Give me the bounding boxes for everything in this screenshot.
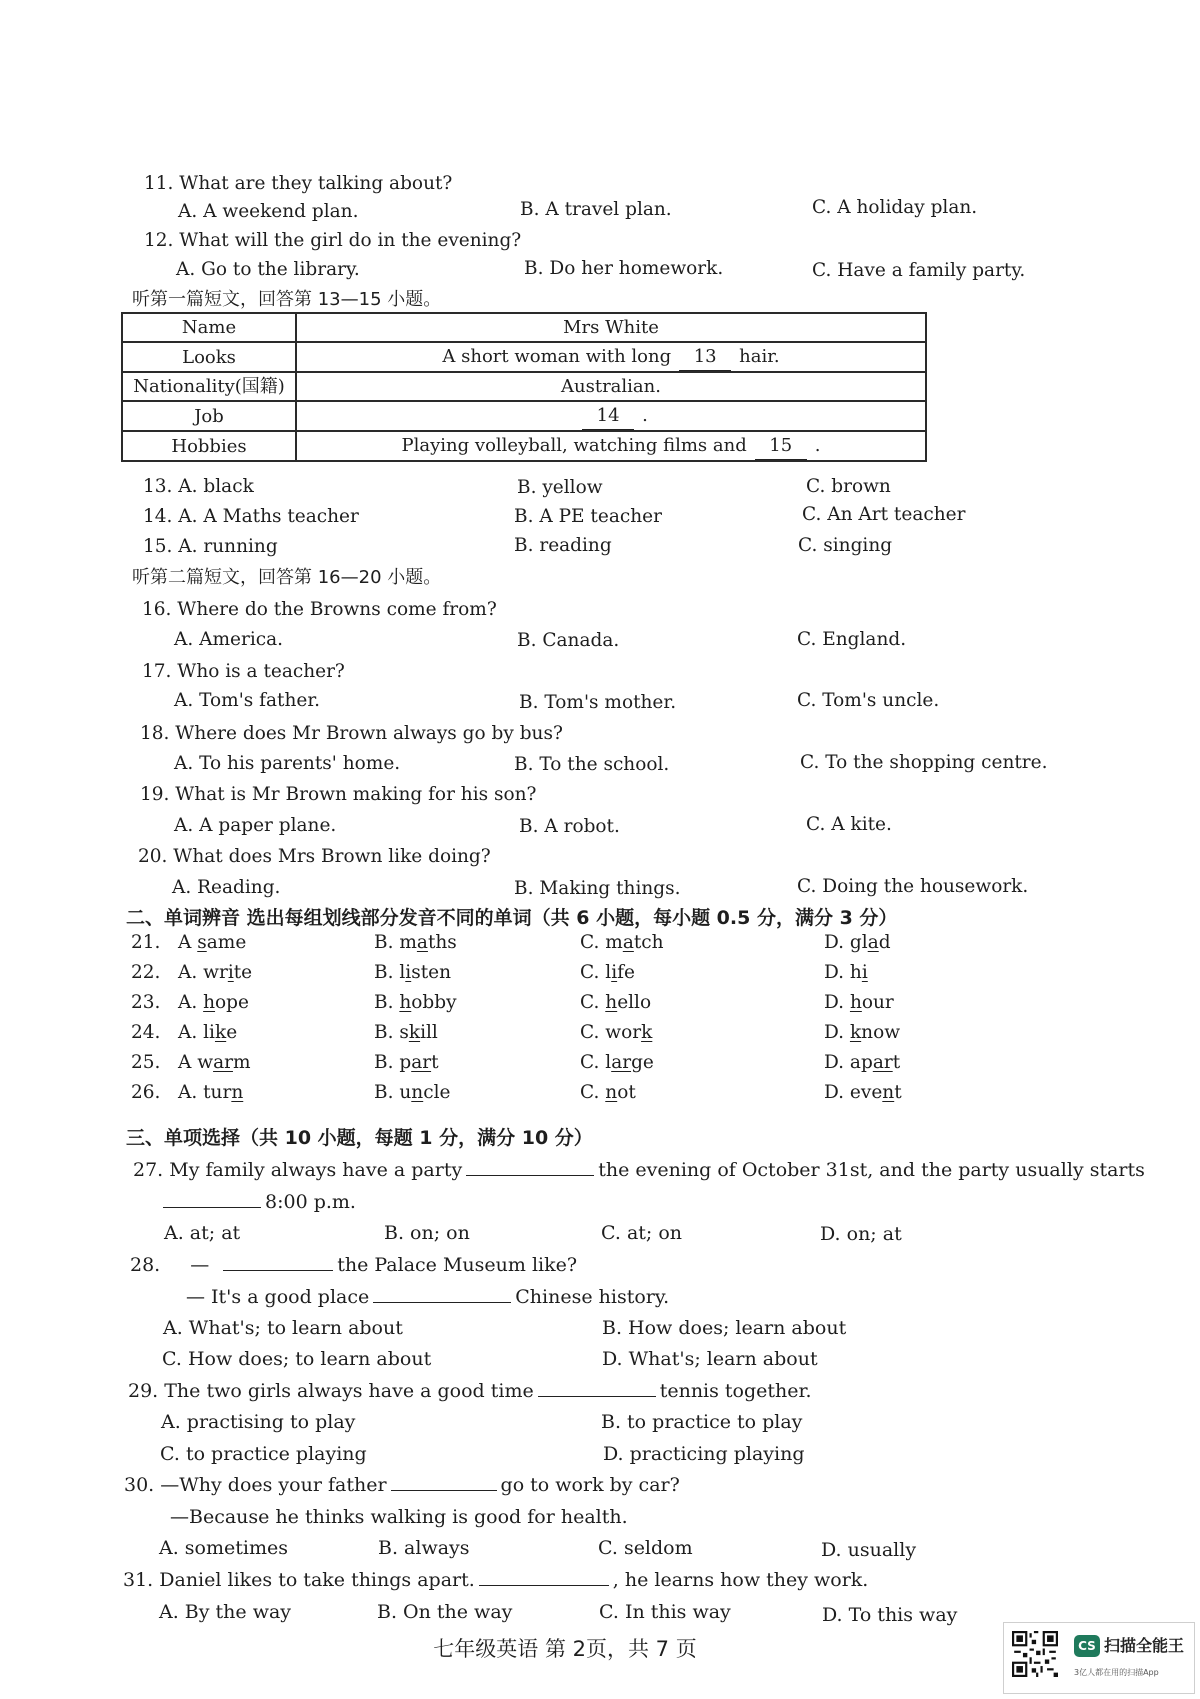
table-row [122,342,926,372]
phonetics-option [580,960,635,986]
underlined-part: i [227,962,234,983]
question-27-cont [163,1189,356,1215]
q15-option-c: C. singing [798,535,893,556]
q19-option-c: C. A kite. [806,814,892,835]
word-part: ot [617,1082,636,1103]
table-key: Job [122,401,296,431]
underlined-part: k [849,1022,862,1043]
word-part: ope [215,992,249,1013]
phonetics-heading: 二、单词辨音 选出每组划线部分发音不同的单词（共 6 小题，每小题 0.5 分，满分 3 分） [126,907,898,929]
q12-option-b: B. Do her homework. [524,258,724,279]
table-value [296,401,926,431]
phonetics-option [178,1020,237,1046]
question-18: 18. Where does Mr Brown always go by bus? [140,723,563,744]
q29-text: 29. The two girls always have a good time [128,1380,534,1402]
table-text: . [814,435,821,456]
q13-option-b: B. yellow [517,477,603,498]
phonetics-option [178,1080,243,1106]
table-key: Looks [122,342,296,372]
underlined-part: ar [872,1052,893,1073]
word-part: C. wor [580,1022,642,1043]
underlined-part: a [867,932,879,953]
word-part: A. tur [178,1082,232,1103]
underlined-part: i [611,962,618,983]
table-row [122,401,926,431]
phonetics-number: 25. [131,1052,161,1073]
word-part: C. m [580,932,623,953]
phonetics-option [178,1050,251,1076]
answer-blank [223,1252,333,1271]
q27-text: 8:00 p.m. [265,1191,356,1213]
underlined-part: n [231,1082,244,1103]
phonetics-option [824,960,868,986]
camscanner-subtitle: 3亿人都在用的扫描App [1074,1668,1159,1677]
q29-text: tennis together. [659,1380,812,1402]
underlined-part: n [882,1082,895,1103]
phonetics-option [178,930,246,956]
question-27 [133,1157,1145,1183]
underlined-part: k [641,1022,653,1043]
question-11: 11. What are they talking about? [144,173,453,194]
underlined-part: h [605,992,618,1013]
q30-option-c: C. seldom [598,1537,693,1559]
word-part: ge [631,1052,654,1073]
word-part: C. [580,992,606,1013]
q27-option-b: B. on; on [384,1222,470,1244]
q31-text: , he learns how they work. [612,1569,869,1591]
q12-option-c: C. Have a family party. [812,260,1026,281]
phonetics-option [178,990,249,1016]
blank-13: 13 [679,343,731,371]
choice-heading: 三、单项选择（共 10 小题，每题 1 分，满分 10 分） [126,1127,593,1149]
underlined-part: k [408,1022,421,1043]
question-30-reply: —Because he thinks walking is good for health. [170,1506,628,1528]
word-part: m [232,1052,251,1073]
q19-option-a: A. A paper plane. [174,815,337,836]
underlined-part: h [203,992,216,1013]
camscanner-watermark [1003,1622,1195,1694]
table-key: Hobbies [122,431,296,461]
camscanner-logo-icon: CS [1074,1635,1100,1657]
word-part: D. ap [824,1052,873,1073]
question-20: 20. What does Mrs Brown like doing? [138,846,491,867]
q30-option-b: B. always [378,1537,470,1559]
q20-option-c: C. Doing the housework. [797,876,1029,897]
q28-text: Chinese history. [515,1286,670,1308]
phonetics-option [580,930,664,956]
underlined-part: ar [213,1052,233,1073]
table-value: Australian. [296,372,926,401]
q16-option-c: C. England. [797,629,907,650]
word-part: obby [411,992,457,1013]
blank-14: 14 [582,402,634,430]
q11-option-b: B. A travel plan. [520,199,672,220]
underlined-part: s [197,932,207,953]
phonetics-option [374,1080,450,1106]
word-part: tch [633,932,664,953]
q14-option-b: B. A PE teacher [514,506,662,527]
word-part: our [861,992,894,1013]
answer-blank [373,1284,511,1303]
q11-option-a: A. A weekend plan. [178,201,359,222]
word-part: now [861,1022,901,1043]
phonetics-number: 26. [131,1082,161,1103]
underlined-part: ar [611,1052,632,1073]
q16-option-a: A. America. [174,629,284,650]
q31-text: 31. Daniel likes to take things apart. [123,1569,475,1591]
q29-option-b: B. to practice to play [601,1411,803,1433]
phonetics-number: 24. [131,1022,161,1043]
word-part: d [878,932,891,953]
underlined-part: a [622,932,634,953]
q29-option-c: C. to practice playing [160,1443,367,1465]
word-part: C. l [580,1052,612,1073]
q12-option-a: A. Go to the library. [176,259,360,280]
underlined-part: a [416,932,428,953]
phonetics-option [374,1020,438,1046]
word-part: e [226,1022,238,1043]
word-part: sten [411,962,451,983]
answer-blank [479,1567,609,1586]
q28-text: 28. [130,1254,161,1276]
q28-text: the Palace Museum like? [337,1254,578,1276]
q15-option-b: B. reading [514,535,612,556]
underlined-part: k [214,1022,227,1043]
q29-option-d: D. practicing playing [603,1443,805,1465]
phonetics-option [824,990,894,1016]
word-part: me [217,932,247,953]
word-part: ths [427,932,457,953]
answer-blank [163,1189,261,1208]
table-row [122,372,926,401]
answer-blank [538,1378,656,1397]
word-part: t [431,1052,439,1073]
table-text: . [642,405,648,426]
question-19: 19. What is Mr Brown making for his son? [140,784,537,805]
q30-text: 30. —Why does your father [124,1474,387,1496]
word-part: D. [824,1022,850,1043]
question-28 [130,1252,577,1278]
blank-15: 15 [755,432,807,460]
question-30 [124,1472,680,1498]
q28-text: — It's a good place [186,1286,370,1308]
q28-option-d: D. What's; learn about [602,1348,818,1370]
underlined-part: i [405,962,412,983]
word-part: C. l [580,962,612,983]
q28-option-b: B. How does; learn about [602,1317,847,1339]
q30-text: go to work by car? [500,1474,680,1496]
word-part: D. gl [824,932,868,953]
word-part: te [233,962,253,983]
word-part: fe [617,962,635,983]
q29-option-a: A. practising to play [161,1411,356,1433]
phonetics-number: 22. [131,962,161,983]
word-part: D. eve [824,1082,883,1103]
q28-text: — [190,1254,210,1276]
word-part: C. [580,1082,606,1103]
underlined-part: ar [411,1052,432,1073]
q14-option-a: 14. A. A Maths teacher [143,506,359,527]
word-part: ill [420,1022,438,1043]
table-value [296,431,926,461]
q16-option-b: B. Canada. [517,630,620,651]
phonetics-option [580,1050,654,1076]
footer-text: 七年级英语 第 2页，共 7 页 [433,1637,697,1661]
underlined-part: h [849,992,862,1013]
word-part: A w [178,1052,214,1073]
q31-option-c: C. In this way [599,1601,731,1623]
qr-code-icon [1012,1631,1058,1677]
q13-option-a: 13. A. black [143,476,254,497]
word-part: A. [178,992,204,1013]
q28-option-a: A. What's; to learn about [163,1317,403,1339]
answer-blank [391,1472,497,1491]
passage2-heading: 听第二篇短文，回答第 16—20 小题。 [132,567,442,588]
word-part: B. s [374,1022,409,1043]
word-part: cle [423,1082,451,1103]
q15-option-a: 15. A. running [143,536,278,557]
q19-option-b: B. A robot. [519,816,620,837]
phonetics-option [374,960,451,986]
question-12: 12. What will the girl do in the evening? [144,230,522,251]
q31-option-b: B. On the way [377,1601,513,1623]
word-part: A [178,932,198,953]
phonetics-number: 23. [131,992,161,1013]
q28-option-c: C. How does; to learn about [162,1348,432,1370]
phonetics-number: 21. [131,932,161,953]
q17-option-a: A. Tom's father. [174,690,321,711]
phonetics-option [178,960,252,986]
table-key: Nationality(国籍) [122,372,296,401]
word-part: B. u [374,1082,412,1103]
q13-option-c: C. brown [806,476,891,497]
word-part: B. p [374,1052,412,1073]
q20-option-a: A. Reading. [172,877,281,898]
phonetics-option [824,1050,900,1076]
table-row [122,313,926,342]
info-table [121,312,927,462]
q31-option-d: D. To this way [822,1604,958,1626]
word-part: B. l [374,962,406,983]
phonetics-option [374,990,457,1016]
underlined-part: n [605,1082,618,1103]
q31-option-a: A. By the way [159,1601,292,1623]
q11-option-c: C. A holiday plan. [812,197,978,218]
passage1-heading: 听第一篇短文，回答第 13—15 小题。 [132,289,442,310]
table-value: Mrs White [296,313,926,342]
phonetics-option [580,1020,652,1046]
table-text: hair. [739,346,780,367]
underlined-part: h [399,992,412,1013]
table-text: A short woman with long [442,346,672,367]
q27-text: the evening of October 31st, and the party usually starts [598,1159,1145,1181]
q18-option-c: C. To the shopping centre. [800,752,1048,773]
table-row [122,431,926,461]
q27-option-c: C. at; on [601,1222,683,1244]
phonetics-option [374,1050,439,1076]
phonetics-option [824,1080,902,1106]
word-part: D. h [824,962,862,983]
word-part: B. [374,992,400,1013]
table-value [296,342,926,372]
q27-text: 27. My family always have a party [133,1159,463,1181]
phonetics-option [824,930,891,956]
question-28-reply [186,1284,669,1310]
table-text: Playing volleyball, watching films and [401,435,747,456]
answer-blank [466,1157,594,1176]
q30-option-d: D. usually [821,1539,917,1561]
word-part: t [894,1082,902,1103]
word-part: a [206,932,218,953]
q20-option-b: B. Making things. [514,878,681,899]
word-part: t [892,1052,901,1073]
question-31 [123,1567,868,1593]
phonetics-option [824,1020,900,1046]
word-part: ello [617,992,652,1013]
question-17: 17. Who is a teacher? [142,661,345,682]
phonetics-option [374,930,457,956]
phonetics-option [580,1080,636,1106]
phonetics-option [580,990,651,1016]
word-part: A. li [178,1022,215,1043]
q27-option-a: A. at; at [164,1222,241,1244]
q30-option-a: A. sometimes [159,1537,288,1559]
question-16: 16. Where do the Browns come from? [142,599,497,620]
q27-option-d: D. on; at [820,1223,902,1245]
q18-option-a: A. To his parents' home. [174,753,401,774]
word-part: B. m [374,932,417,953]
q18-option-b: B. To the school. [514,754,670,775]
underlined-part: n [411,1082,424,1103]
camscanner-title: 扫描全能王 [1104,1636,1185,1655]
word-part: D. [824,992,850,1013]
q14-option-c: C. An Art teacher [802,504,966,525]
question-29 [128,1378,812,1404]
q17-option-b: B. Tom's mother. [519,692,677,713]
q17-option-c: C. Tom's uncle. [797,690,940,711]
underlined-part: i [861,962,868,983]
word-part: A. wr [178,962,228,983]
table-key: Name [122,313,296,342]
